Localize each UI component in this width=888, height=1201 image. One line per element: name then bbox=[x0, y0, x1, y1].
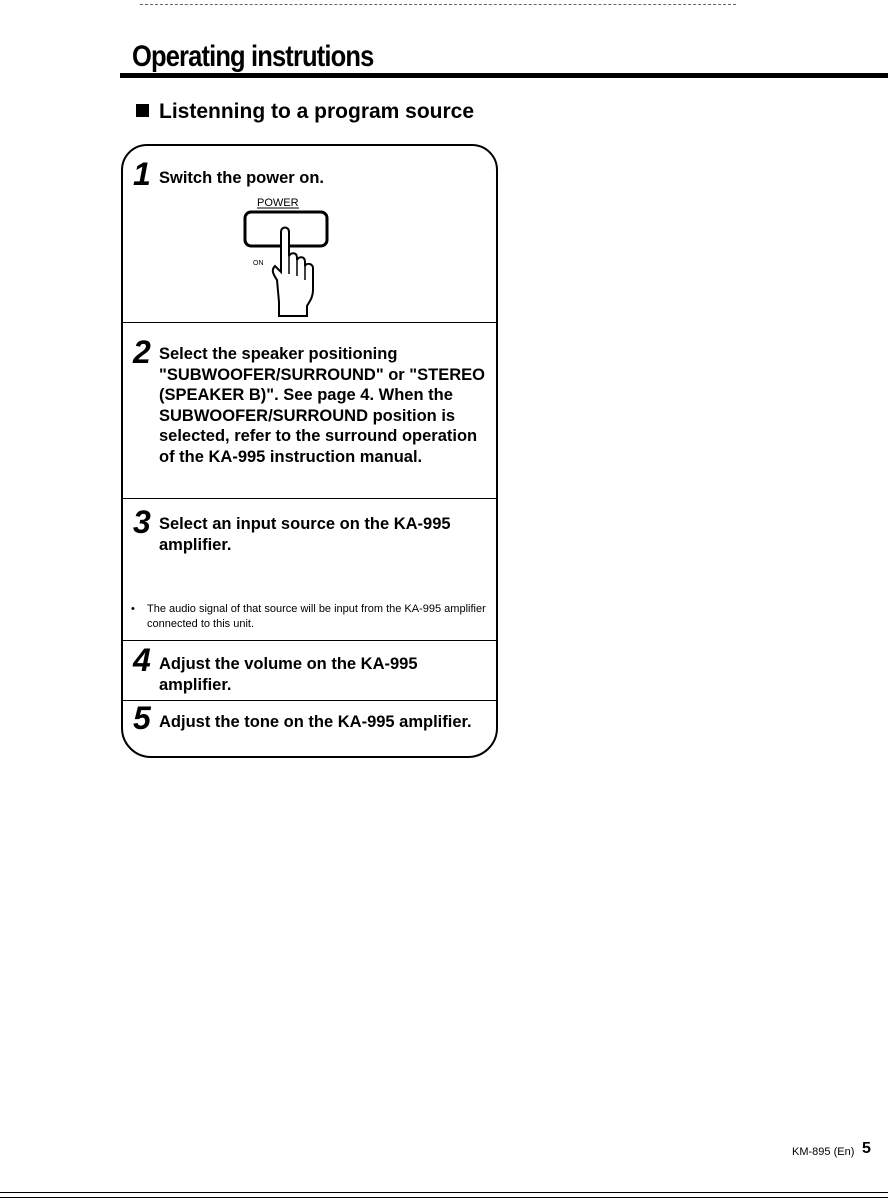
step-2-number: 2 bbox=[133, 334, 151, 370]
power-button-illustration bbox=[233, 194, 333, 324]
footer-model-code: KM-895 (En) bbox=[792, 1146, 855, 1158]
step-divider bbox=[123, 700, 496, 701]
power-on-label: ON bbox=[253, 260, 264, 267]
step-5-text: Adjust the tone on the KA-995 amplifier. bbox=[159, 713, 472, 731]
steps-box bbox=[121, 144, 498, 758]
square-bullet-icon bbox=[136, 104, 149, 117]
step-5-number: 5 bbox=[133, 700, 151, 736]
top-dashed-rule bbox=[140, 4, 736, 5]
step-divider bbox=[123, 498, 496, 499]
step-4-text: Adjust the volume on the KA-995 amplifier. bbox=[159, 655, 418, 694]
step-3-note bbox=[127, 602, 492, 632]
bottom-rule bbox=[0, 1192, 888, 1193]
step-4-number: 4 bbox=[133, 642, 151, 678]
step-1-number: 1 bbox=[133, 156, 151, 192]
note-text: The audio signal of that source will be input from the KA-995 amplifier connected to this unit. bbox=[147, 603, 486, 630]
power-label: POWER bbox=[257, 197, 299, 209]
step-divider bbox=[123, 640, 496, 641]
bullet-dot-icon: • bbox=[131, 603, 135, 615]
step-divider bbox=[123, 322, 496, 323]
bottom-rule bbox=[0, 1197, 888, 1198]
step-2-text: Select the speaker positioning "SUBWOOFER/SURROUND" or "STEREO (SPEAKER B)". See page 4. When the SUBWOOFER/SURROUND position is selected, refer to the surround operation of the KA-995 instruction manual. bbox=[159, 345, 485, 466]
section-heading-text: Listenning to a program source bbox=[159, 100, 475, 123]
step-3-text: Select an input source on the KA-995 amplifier. bbox=[159, 515, 451, 554]
title-rule bbox=[120, 73, 888, 78]
step-3-number: 3 bbox=[133, 504, 151, 540]
power-button-icon bbox=[233, 194, 333, 319]
section-heading bbox=[136, 100, 474, 124]
step-1-text: Switch the power on. bbox=[159, 169, 325, 187]
footer-page-number: 5 bbox=[862, 1140, 871, 1157]
page-title: Operating instrutions bbox=[132, 40, 374, 73]
